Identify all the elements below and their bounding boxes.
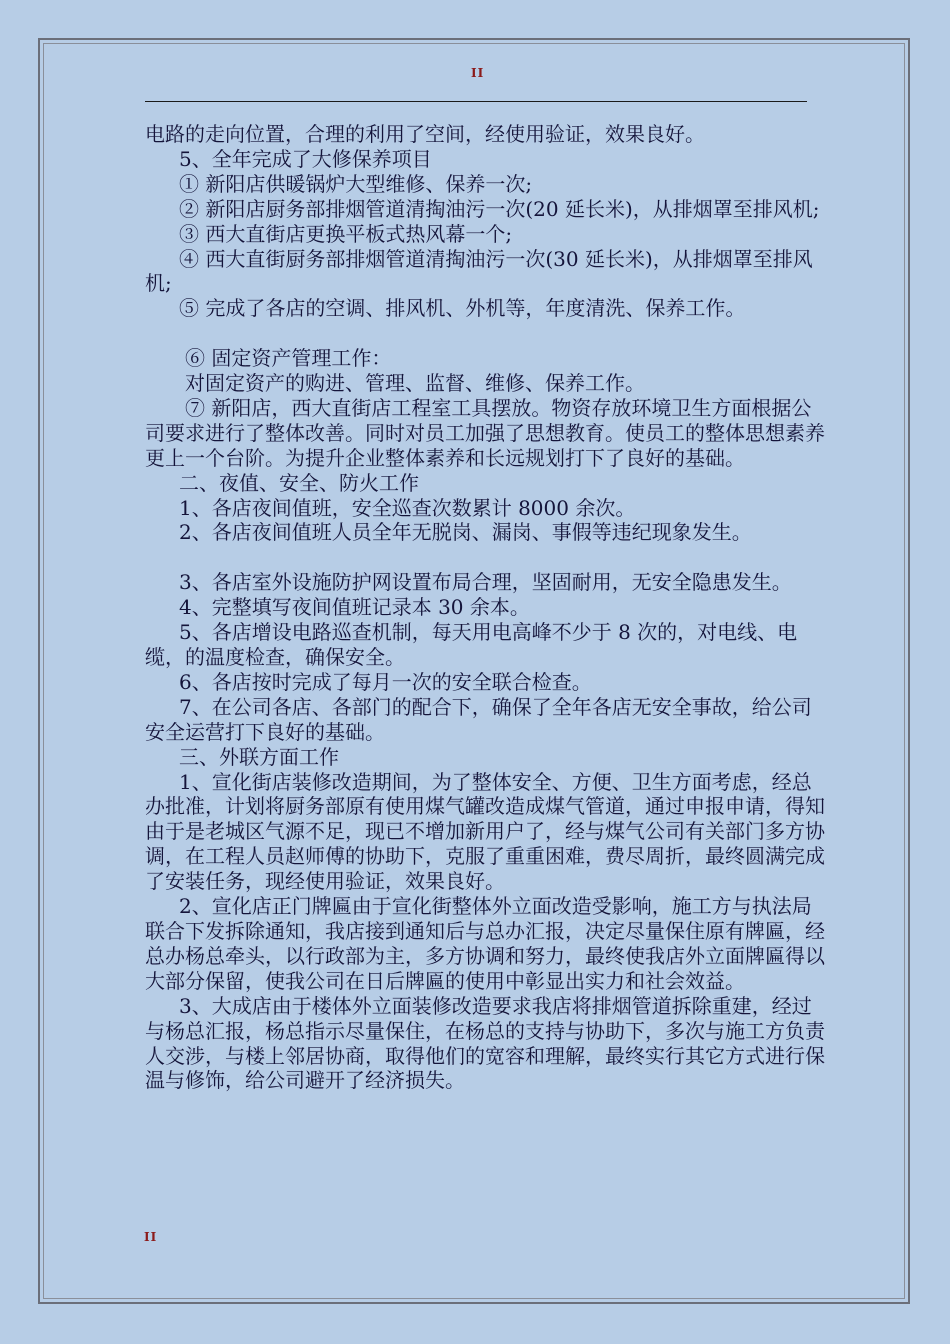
paragraph: 5、各店增设电路巡查机制，每天用电高峰不少于 8 次的，对电线、电缆，的温度检查，确保安全。 (145, 620, 798, 669)
paragraph: 电路的走向位置，合理的利用了空间，经使用验证，效果良好。 (145, 122, 705, 146)
paragraph: 2、宣化店正门牌匾由于宣化街整体外立面改造受影响，施工方与执法局联合下发拆除通知，我店接到通知后与总办汇报，决定尽量保住原有牌匾，经总办杨总牵头，以行政部为主，多方协调和努力，最终使我店外立面牌匾得以大部分保留，使我公司在日后牌匾的使用中彰显出实力和社会效益。 (145, 894, 825, 993)
paragraph: ③ 西大直街店更换平板式热风幕一个; (179, 221, 513, 246)
paragraph: 对固定资产的购进、管理、监督、维修、保养工作。 (185, 371, 645, 396)
blank-line (145, 321, 825, 346)
paragraph: ① 新阳店供暖锅炉大型维修、保养一次; (179, 171, 533, 196)
paragraph: 5、全年完成了大修保养项目 (179, 146, 432, 171)
paragraph: 3、各店室外设施防护网设置布局合理，坚固耐用，无安全隐患发生。 (179, 570, 792, 595)
paragraph: 6、各店按时完成了每月一次的安全联合检查。 (179, 669, 592, 694)
blank-line (145, 545, 825, 570)
header-rule (145, 101, 807, 102)
paragraph: 3、大成店由于楼体外立面装修改造要求我店将排烟管道拆除重建，经过与杨总汇报，杨总指示尽量保住，在杨总的支持与协助下，多次与施工方负责人交涉，与楼上邻居协商，取得他们的宽容和理解，最终实行其它方式进行保温与修饰，给公司避开了经济损失。 (145, 993, 825, 1093)
paragraph: 1、各店夜间值班，安全巡查次数累计 8000 余次。 (179, 495, 636, 520)
paragraph: ⑦ 新阳店，西大直街店工程室工具摆放。物资存放环境卫生方面根据公司要求进行了整体改善。同时对员工加强了思想教育。使员工的整体思想素养更上一个台阶。为提升企业整体素养和长远规划打下了良好的基础。 (145, 395, 825, 470)
paragraph: ② 新阳店厨务部排烟管道清掏油污一次(20 延长米)，从排烟罩至排风机; (179, 196, 820, 221)
paragraph: 4、完整填写夜间值班记录本 30 余本。 (179, 595, 530, 620)
paragraph: ⑥ 固定资产管理工作： (185, 346, 392, 371)
footer-mark: II (144, 1230, 158, 1244)
paragraph: 7、在公司各店、各部门的配合下，确保了全年各店无安全事故，给公司安全运营打下良好的基础。 (145, 694, 812, 744)
header-mark: II (471, 66, 485, 80)
paragraph: 2、各店夜间值班人员全年无脱岗、漏岗、事假等违纪现象发生。 (179, 520, 752, 545)
paragraph: 1、宣化街店装修改造期间，为了整体安全、方便、卫生方面考虑，经总办批准，计划将厨务部原有使用煤气罐改造成煤气管道，通过申报申请，得知由于是老城区气源不足，现已不增加新用户了，经与煤气公司有关部门多方协调，在工程人员赵师傅的协助下，克服了重重困难，费尽周折，最终圆满完成了安装任务，现经使用验证，效果良好。 (145, 769, 825, 894)
paragraph: ④ 西大直街厨务部排烟管道清掏油污一次(30 延长米)，从排烟罩至排风机; (145, 246, 813, 296)
section-heading: 二、夜值、安全、防火工作 (179, 470, 419, 495)
document-body (145, 122, 825, 1093)
section-heading: 三、外联方面工作 (179, 744, 339, 769)
paragraph: ⑤ 完成了各店的空调、排风机、外机等，年度清洗、保养工作。 (179, 296, 746, 321)
